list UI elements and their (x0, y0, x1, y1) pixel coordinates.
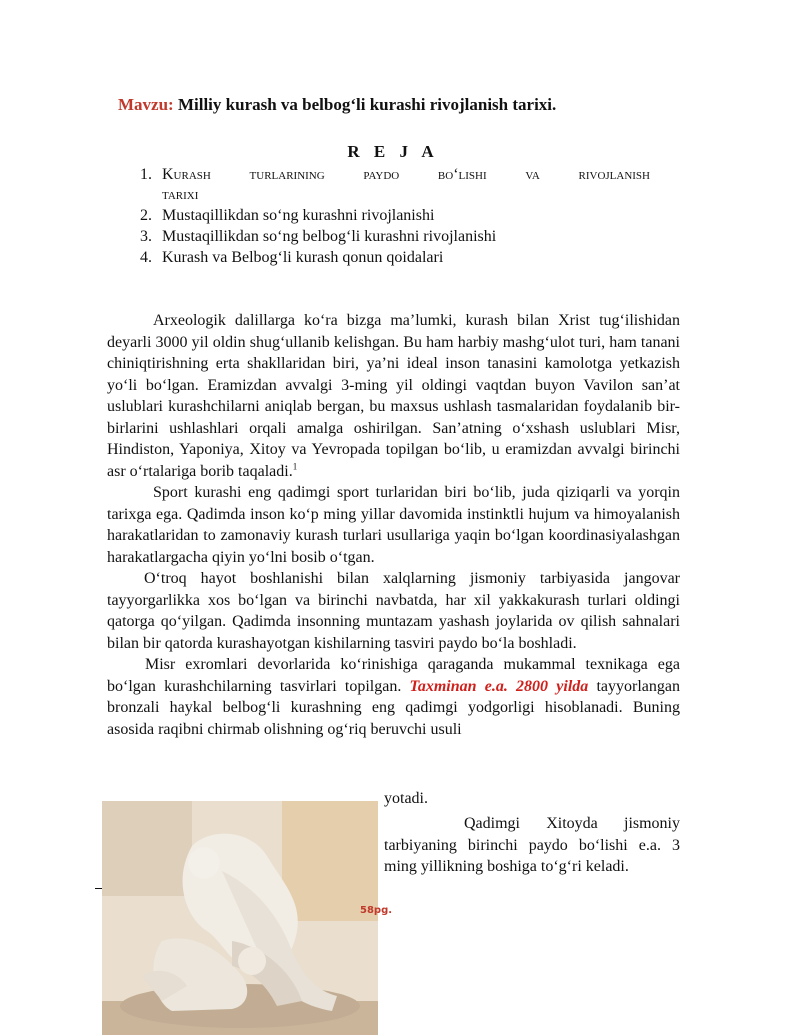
paragraph (107, 310, 680, 482)
plan-item-text: Kurash turlarining paydo bo‘lishi va rivojlanish (162, 166, 650, 183)
plan-item (140, 205, 660, 226)
plan-item (140, 247, 660, 268)
highlighted-date: Taxminan e.a. 2800 yilda (409, 677, 589, 695)
plan-item-number: 3. (140, 228, 152, 245)
plan-list (140, 165, 660, 268)
paragraph-end: yotadi. (384, 790, 428, 807)
plan-item-text: Mustaqillikdan so‘ng belbog‘li kurashni rivojlanishi (162, 228, 497, 245)
paragraph-text: Misr exromlari devorlarida ko‘rinishiga qaraganda mukammal texnikaga ega bo‘lgan kurashchilarning tasvirlari topilgan. (107, 656, 680, 695)
side-text (384, 813, 680, 878)
topic-heading (118, 94, 718, 116)
paragraph (107, 654, 680, 740)
plan-item-text: Mustaqillikdan so‘ng kurashni rivojlanishi (162, 207, 435, 224)
plan-item-number: 1. (140, 166, 152, 183)
plan-item-number: 2. (140, 207, 152, 224)
footnote-ref[interactable]: 1 (292, 461, 298, 472)
plan-item (140, 165, 660, 205)
page-marker: 58pg. (360, 905, 393, 916)
paragraph: O‘troq hayot boshlanishi bilan xalqlarning jismoniy tarbiyasida jangovar tayyorgarlikka xos bo‘lgan va birinchi navbatda, har xil yakkakurash turlari oldingi qatorga qo‘yilgan. Qadimda insonning muntazam yashash joylarida ov qilish sahnalari bilan bir qatorda kurashayotgan kishilarning tasviri paydo bo‘la boshladi. (107, 570, 680, 652)
paragraph: Qadimgi Xitoyda jismoniy tarbiyaning birinchi paydo bo‘lishi e.a. 3 ming yillikning boshiga to‘g‘ri keladi. (384, 815, 680, 875)
paragraph-text: Arxeologik dalillarga ko‘ra bizga ma’lumki, kurash bilan Xrist tug‘ilishidan deyarli 3000 yil oldin shug‘ullanib kelishgan. Bu ham harbiy mashg‘ulot turi, ham tanani chiniqtirishning erta shakllaridan biri, ya’ni ideal inson tanasini kamolotga yetkazish yo‘li bo‘lgan. Eramizdan avvalgi 3-ming yil oldingi vaqtdan buyon Vavilon san’at uslublari kurashchilarni aniqlab bergan, bu maxsus ushlash tasmalaridan foydalanib bir-birlarini ushlashlari orqali amalga oshirilgan. San’atning o‘xshash uslublari Misr, Hindiston, Yaponiya, Xitoy va Yevropada topilgan bo‘lib, u eramizdan avvalgi birinchi asr o‘rtalariga borib taqaladi. (107, 312, 680, 480)
plan-item-text: Kurash va Belbog‘li kurash qonun qoidalari (162, 249, 444, 266)
body-text (107, 310, 680, 740)
paragraph: Sport kurashi eng qadimgi sport turlaridan biri bo‘lib, juda qiziqarli va yorqin tarixga ega. Qadimda inson ko‘p ming yillar davomida instinktli hujum va himoyalanish harakatlaridan to zamonaviy kurash turlari usullariga yaqin bo‘lgan koordinasiyalashgan harakatlargacha qiyin yo‘lni bosib o‘tgan. (107, 484, 680, 566)
plan-item (140, 226, 660, 247)
plan-item-text-cont: tarixi (162, 186, 199, 203)
paragraph-text: tayyorlangan bronzali haykal belbog‘li kurashning eng qadimgi yodgorligi hisoblanadi. Buning asosida raqibni chirmab olishning og‘riq beruvchi usuli (107, 677, 680, 738)
topic-label: Mavzu: (118, 95, 174, 114)
plan-title: R E J A (347, 142, 439, 161)
topic-text: Milliy kurash va belbog‘li kurashi rivojlanish tarixi. (173, 95, 557, 114)
statue-illustration (102, 801, 378, 1035)
wrestlers-statue-image (102, 801, 378, 1035)
plan-item-number: 4. (140, 249, 152, 266)
